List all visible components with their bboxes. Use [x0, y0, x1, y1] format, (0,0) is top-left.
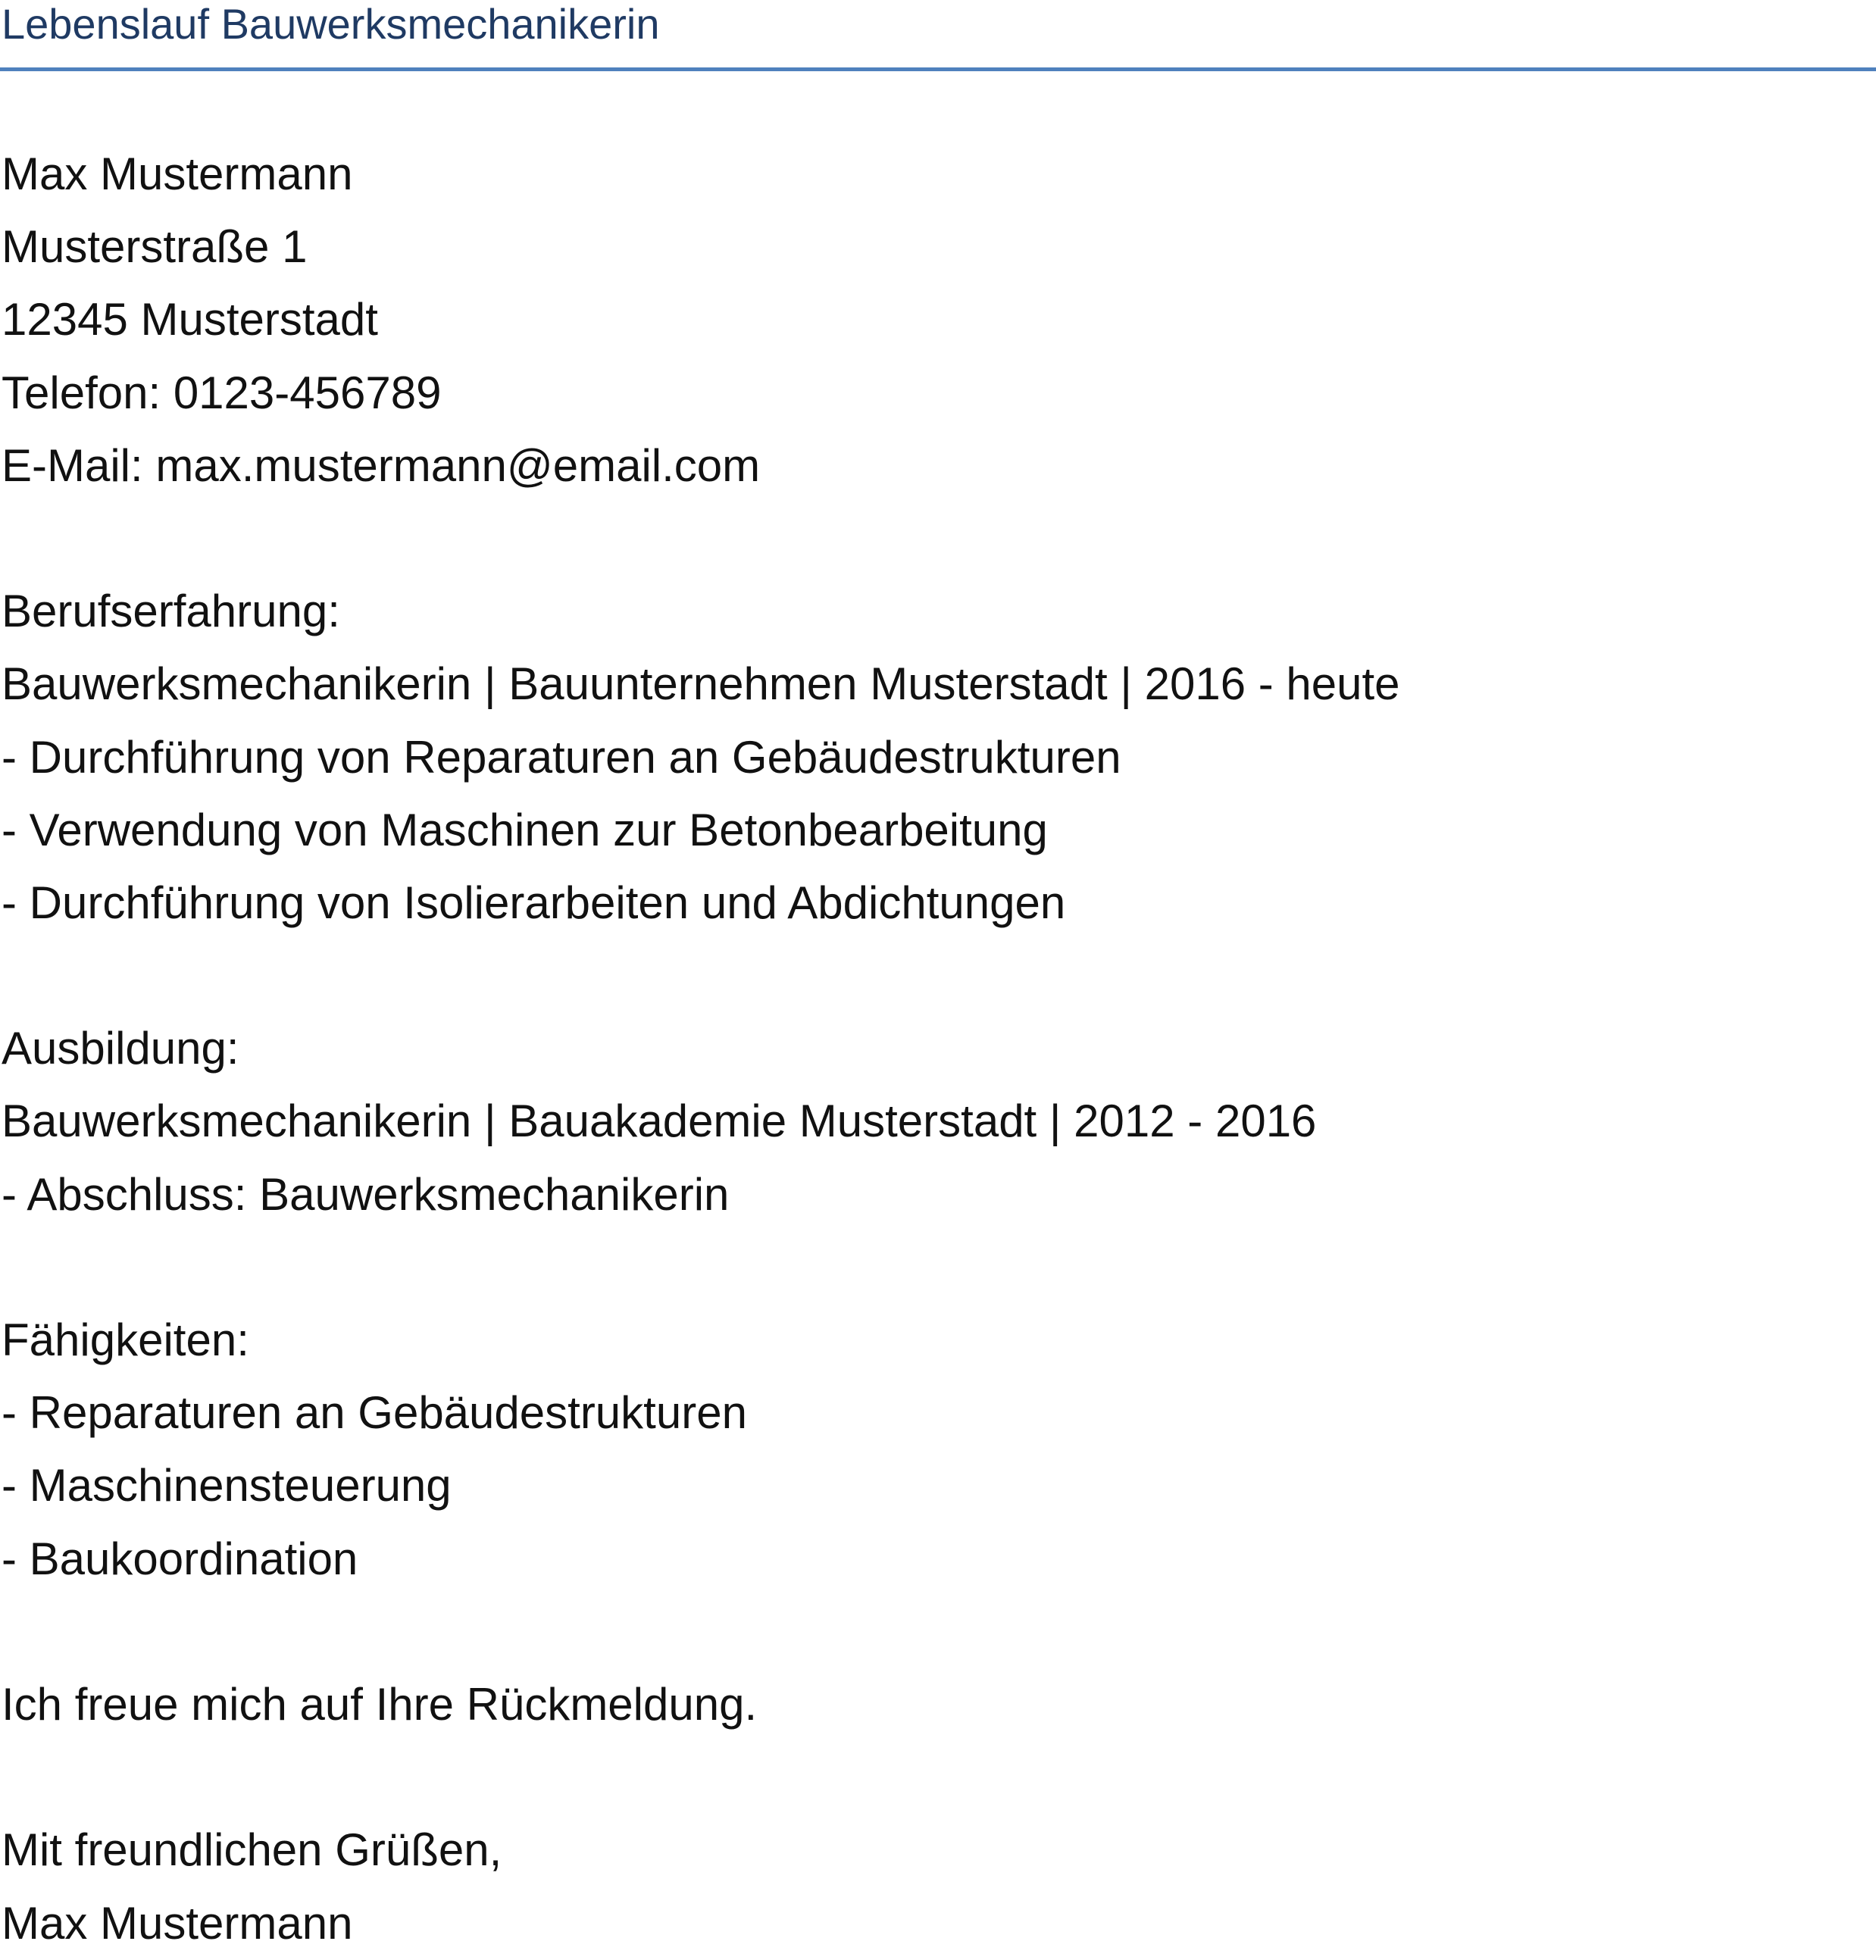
experience-item: - Verwendung von Maschinen zur Betonbearbeitung — [2, 804, 1048, 855]
education-section — [2, 1012, 1865, 1231]
experience-section — [2, 575, 1865, 939]
skills-item: - Maschinensteuerung — [2, 1460, 452, 1511]
spacer — [2, 1231, 1865, 1304]
contact-name: Max Mustermann — [2, 148, 353, 199]
education-entry: Bauwerksmechanikerin | Bauakademie Musterstadt | 2012 - 2016 — [2, 1096, 1317, 1147]
spacer — [2, 1741, 1865, 1814]
contact-email: E-Mail: max.mustermann@email.com — [2, 439, 761, 491]
experience-position: Bauwerksmechanikerin | Bauunternehmen Musterstadt | 2016 - heute — [2, 658, 1400, 710]
closing-text: Ich freue mich auf Ihre Rückmeldung. — [2, 1678, 758, 1730]
contact-street: Musterstraße 1 — [2, 221, 308, 273]
spacer — [2, 939, 1865, 1012]
education-item: - Abschluss: Bauwerksmechanikerin — [2, 1168, 730, 1220]
skills-section — [2, 1304, 1865, 1596]
document-title: Lebenslauf Bauwerksmechanikerin — [2, 0, 660, 48]
document-body — [2, 138, 1865, 1960]
experience-item: - Durchführung von Reparaturen an Gebäudestrukturen — [2, 731, 1121, 783]
spacer — [2, 1596, 1865, 1668]
education-heading: Ausbildung: — [2, 1023, 239, 1074]
experience-item: - Durchführung von Isolierarbeiten und Abdichtungen — [2, 877, 1066, 928]
title-divider — [0, 67, 1876, 71]
skills-item: - Reparaturen an Gebäudestrukturen — [2, 1387, 747, 1439]
closing-salutation: Mit freundlichen Grüßen, — [2, 1824, 502, 1876]
closing-signature: Max Mustermann — [2, 1897, 353, 1949]
experience-heading: Berufserfahrung: — [2, 586, 340, 637]
contact-phone: Telefon: 0123-456789 — [2, 367, 442, 418]
skills-heading: Fähigkeiten: — [2, 1314, 249, 1365]
contact-city: 12345 Musterstadt — [2, 294, 378, 345]
spacer — [2, 502, 1865, 575]
contact-block — [2, 138, 1865, 502]
skills-item: - Baukoordination — [2, 1533, 358, 1584]
